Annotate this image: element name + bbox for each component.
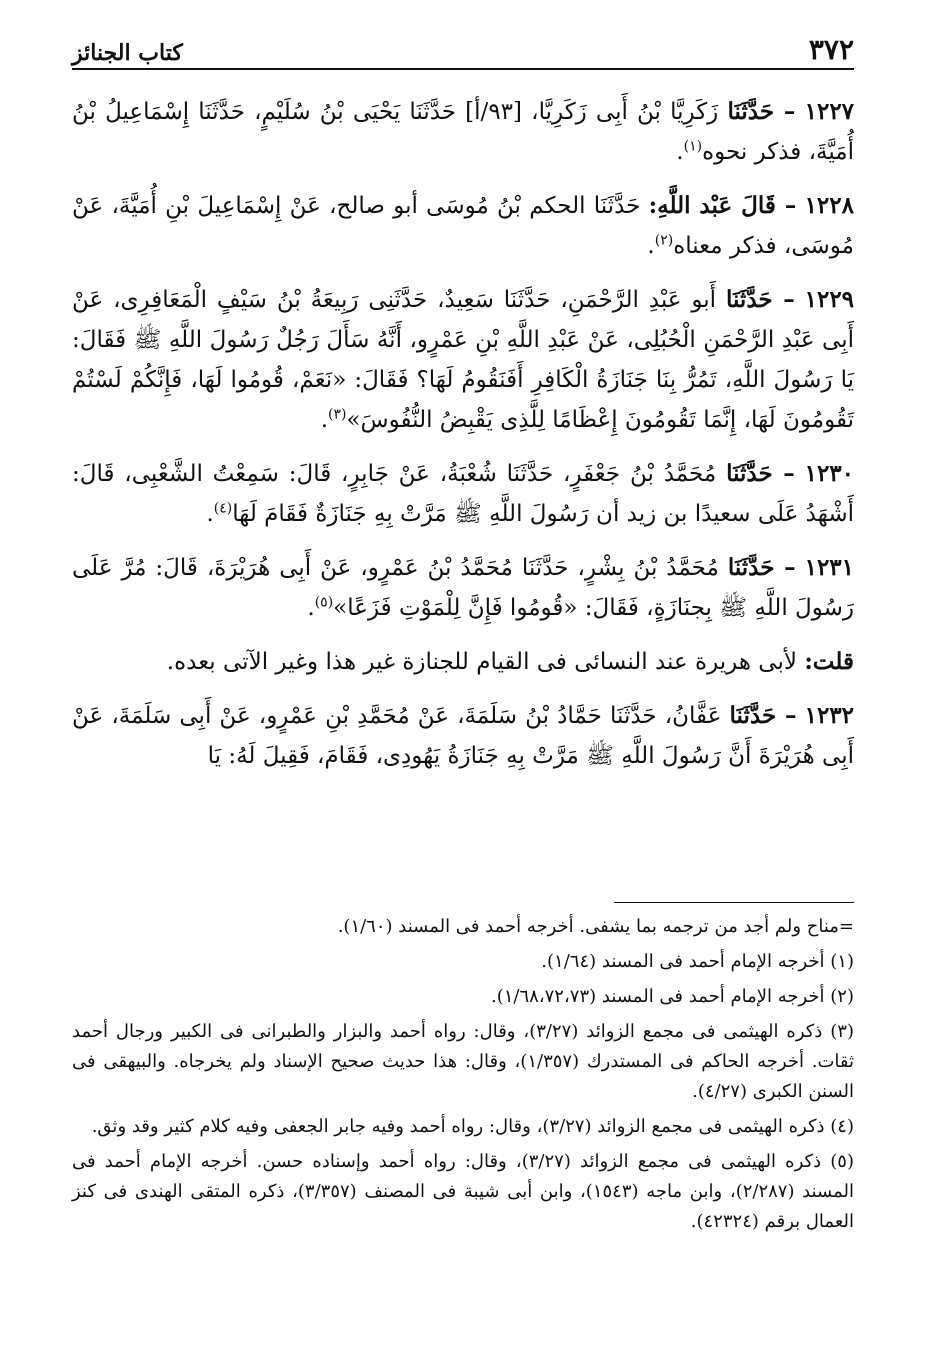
footnote-divider (614, 902, 854, 903)
hadith-number: ١٢٢٩ (804, 286, 855, 313)
hadith-lead: حَدَّثَنَا (729, 702, 777, 729)
footnote-continuation: =مناح ولم أجد من ترجمه بما يشفى. أخرجه أحمد فى المسند (١/٦٠). (337, 916, 854, 937)
footnote-ref: (٢) (654, 232, 674, 249)
footnote-ref: (٥) (314, 594, 334, 611)
remark-text: لأبى هريرة عند النسائى فى القيام للجنازة غير هذا وغير الآتى بعده. (166, 649, 797, 675)
hadith-lead: حَدَّثَنَا (727, 98, 775, 125)
footnote-5: (٥) ذكره الهيثمى فى مجمع الزوائد (٣/٢٧)، وقال: رواه أحمد وإسناده حسن. أخرجه الإمام أحمد فى المسند (٢/٢٨٧)، وابن ماجه (١٥٤٣)، وابن أبى شيبة فى المصنف (٣/٣٥٧)، ذكره المتقى الهندى فى كنز العمال برقم (٤٢٣٢٤). (72, 1151, 855, 1232)
footnote-ref: (١) (683, 138, 703, 155)
hadith-lead: حَدَّثَنَا (725, 286, 773, 313)
footnote-1: (١) أخرجه الإمام أحمد فى المسند (١/٦٤). (541, 951, 854, 972)
hadith-1230: ١٢٣٠ – حَدَّثَنَا مُحَمَّدُ بْنُ جَعْفَرٍ، حَدَّثَنَا شُعْبَةُ، عَنْ جَابِرٍ، قَالَ: سَمِعْتُ الشَّعْبِى، قَالَ: أَشْهَدُ عَلَى سعيدًا بن زيد أن رَسُولَ اللَّهِ ﷺ مَرَّتْ بِهِ جَنَازَةٌ فَقَامَ لَهَا$^{(٤)}$. (72, 460, 855, 527)
footnote-ref: (٤) (213, 500, 233, 517)
footnote-ref: (٣) (328, 406, 347, 423)
hadith-1228: ١٢٢٨ – قَالَ عَبْد اللَّهِ: حَدَّثَنَا الحكم بْنُ مُوسَى أبو صالح، عَنْ إِسْمَاعِيلَ بْنِ أُمَيَّةَ، عَنْ مُوسَى، فذكر معناه$^{(٢)}$. (72, 192, 854, 259)
hadith-1231: ١٢٣١ – حَدَّثَنَا مُحَمَّدُ بْنُ بِشْرٍ، حَدَّثَنَا مُحَمَّدُ بْنُ عَمْرٍو، عَنْ أَبِى هُرَيْرَةَ، قَالَ: مُرَّ عَلَى رَسُولَ اللَّهِ ﷺ بِجنَازَةٍ، فَقَالَ: «قُومُوا فَإِنَّ لِلْمَوْتِ فَزَعًا»$^{(٥)}$. (72, 554, 855, 621)
hadith-text: أَبو عَبْدِ الرَّحْمَنِ، حَدَّثَنَا سَعِيدٌ، حَدَّثَنِى رَبِيعَةُ بْنُ سَيْفٍ الْمَعَافِرِى، عَنْ أَبِى عَبْدِ الرَّحْمَنِ الْحُبُلِى، عَنْ عَبْدِ اللَّهِ بْنِ عَمْرٍو، أَنَّهُ سَأَلَ رَجُلٌ رَسُولَ اللَّهِ ﷺ فَقَالَ: يَا رَسُولَ اللَّهِ، تَمُرُّ بِنَا جَنَازَةُ الْكَافِرِ أَفَنَقُومُ لَهَا؟ فَقَالَ: «نَعَمْ، قُومُوا لَهَا، فَإِنَّكُمْ لَسْتُمْ تَقُومُونَ لَهَا، إِنَّمَا تَقُومُونَ إِعْظَامًا لِلَّذِى يَقْبِضُ النُّفُوسَ» (72, 287, 854, 433)
hadith-text: عَفَّانُ، حَدَّثَنَا حَمَّادُ بْنُ سَلَمَةَ، عَنْ مُحَمَّدِ بْنِ عَمْرٍو، عَنْ أَبِى سَلَمَةَ، عَنْ أَبِى هُرَيْرَةَ أَنَّ رَسُولَ اللَّهِ ﷺ مَرَّتْ بِهِ جَنَازَةُ يَهُودِى، فَقَامَ، فَقِيلَ لَهُ: يَا (72, 703, 854, 769)
footnotes (72, 912, 854, 1242)
footnote-2: (٢) أخرجه الإمام أحمد فى المسند (١/٦٨،٧٢،٧٣). (491, 986, 854, 1007)
hadith-text: مُحَمَّدُ بْنُ بِشْرٍ، حَدَّثَنَا مُحَمَّدُ بْنُ عَمْرٍو، عَنْ أَبِى هُرَيْرَةَ، قَالَ: مُرَّ عَلَى رَسُولَ اللَّهِ ﷺ بِجنَازَةٍ، فَقَالَ: «قُومُوا فَإِنَّ لِلْمَوْتِ فَزَعًا» (72, 555, 854, 621)
footnote-4: (٤) ذكره الهيثمى فى مجمع الزوائد (٣/٢٧)، وقال: رواه أحمد وفيه جابر الجعفى وفيه كلام كثير وقد وثق. (91, 1116, 854, 1137)
remark-lead: قلت: (804, 648, 854, 675)
hadith-number: ١٢٢٧ (804, 98, 855, 125)
hadith-text: مُحَمَّدُ بْنُ جَعْفَرٍ، حَدَّثَنَا شُعْبَةُ، عَنْ جَابِرٍ، قَالَ: سَمِعْتُ الشَّعْبِى، قَالَ: أَشْهَدُ عَلَى سعيدًا بن زيد أن رَسُولَ اللَّهِ ﷺ مَرَّتْ بِهِ جَنَازَةٌ فَقَامَ لَهَا (72, 461, 854, 527)
hadith-1232: ١٢٣٢ – حَدَّثَنَا عَفَّانُ، حَدَّثَنَا حَمَّادُ بْنُ سَلَمَةَ، عَنْ مُحَمَّدِ بْنِ عَمْرٍو، عَنْ أَبِى سَلَمَةَ، عَنْ أَبِى هُرَيْرَةَ أَنَّ رَسُولَ اللَّهِ ﷺ مَرَّتْ بِهِ جَنَازَةُ يَهُودِى، فَقَامَ، فَقِيلَ لَهُ: يَا (72, 702, 855, 769)
hadith-lead: حَدَّثَنَا (726, 460, 773, 487)
book-title: كتاب الجنائز (72, 40, 183, 66)
hadith-number: ١٢٣٠ (804, 460, 855, 487)
editor-remark (72, 642, 854, 682)
hadith-lead: قَالَ عَبْد اللَّهِ: (648, 192, 776, 219)
hadith-text: حَدَّثَنَا الحكم بْنُ مُوسَى أبو صالح، عَنْ إِسْمَاعِيلَ بْنِ أُمَيَّةَ، عَنْ مُوسَى، فذكر معناه (72, 193, 854, 259)
hadith-lead: حَدَّثَنَا (727, 554, 775, 581)
main-text (72, 92, 854, 790)
hadith-1227: ١٢٢٧ – حَدَّثَنَا زَكَرِيَّا بْنُ أَبِى زَكَرِيَّا، [٩٣/أ] حَدَّثَنَا يَحْيَى بْنُ سُلَيْمٍ، حَدَّثَنَا إِسْمَاعِيلُ بْنُ أُمَيَّةَ، فذكر نحوه$^{(١)}$. (72, 98, 855, 165)
hadith-text: زَكَرِيَّا بْنُ أَبِى زَكَرِيَّا، [٩٣/أ] حَدَّثَنَا يَحْيَى بْنُ سُلَيْمٍ، حَدَّثَنَا إِسْمَاعِيلُ بْنُ أُمَيَّةَ، فذكر نحوه (72, 99, 854, 165)
hadith-number: ١٢٢٨ (804, 192, 854, 219)
hadith-number: ١٢٣٢ (804, 702, 855, 729)
page-number: ٣٧٢ (808, 33, 854, 66)
hadith-number: ١٢٣١ (804, 554, 855, 581)
hadith-1229: ١٢٢٩ – حَدَّثَنَا أَبو عَبْدِ الرَّحْمَنِ، حَدَّثَنَا سَعِيدٌ، حَدَّثَنِى رَبِيعَةُ بْنُ سَيْفٍ الْمَعَافِرِى، عَنْ أَبِى عَبْدِ الرَّحْمَنِ الْحُبُلِى، عَنْ عَبْدِ اللَّهِ بْنِ عَمْرٍو، أَنَّهُ سَأَلَ رَجُلٌ رَسُولَ اللَّهِ ﷺ فَقَالَ: يَا رَسُولَ اللَّهِ، تَمُرُّ بِنَا جَنَازَةُ الْكَافِرِ أَفَنَقُومُ لَهَا؟ فَقَالَ: «نَعَمْ، قُومُوا لَهَا، فَإِنَّكُمْ لَسْتُمْ تَقُومُونَ لَهَا، إِنَّمَا تَقُومُونَ إِعْظَامًا لِلَّذِى يَقْبِضُ النُّفُوسَ»$^{(٣)}$. (72, 286, 855, 433)
footnote-3: (٣) ذكره الهيثمى فى مجمع الزوائد (٣/٢٧)، وقال: رواه أحمد والبزار والطبرانى فى الكبير ورجال أحمد ثقات. أخرجه الحاكم فى المستدرك (١/٣٥٧)، وقال: هذا حديث صحيح الإسناد ولم يخرجاه. والبيهقى فى السنن الكبرى (٤/٢٧). (72, 1021, 854, 1102)
page-header (72, 33, 854, 70)
